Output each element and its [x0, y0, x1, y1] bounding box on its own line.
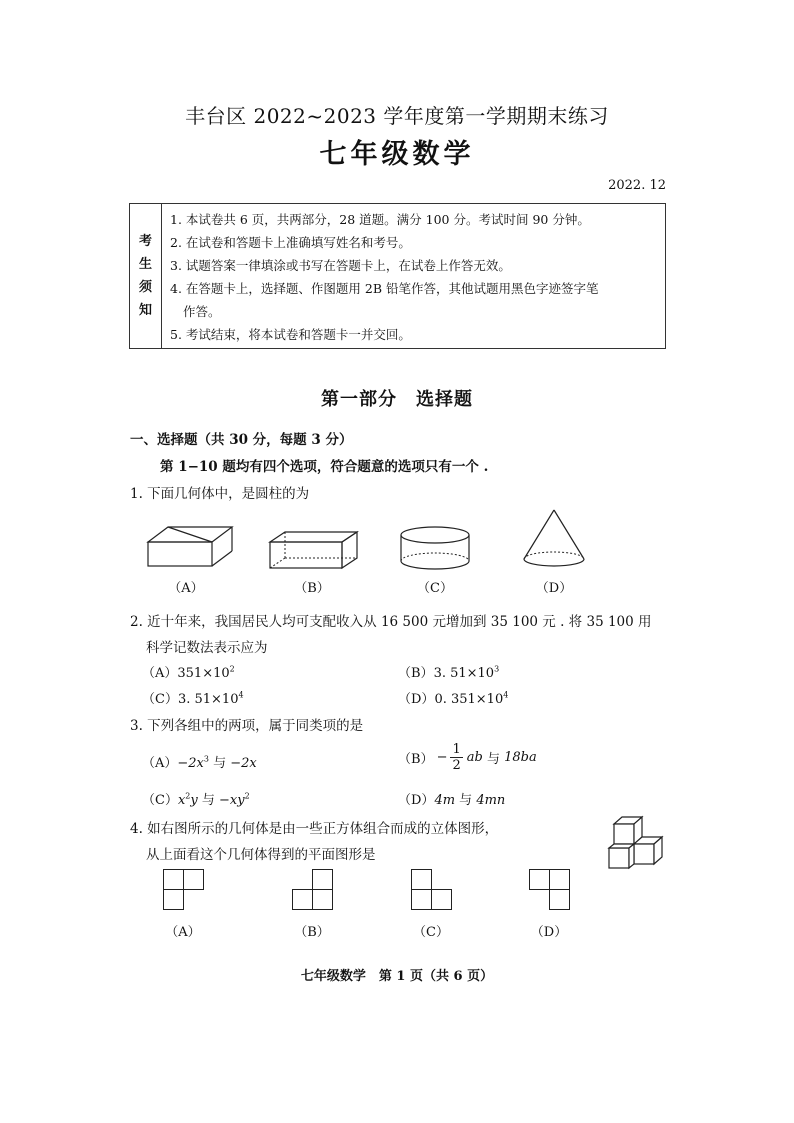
term: 4mn	[476, 793, 506, 808]
option-label: （B）	[398, 752, 434, 767]
exam-title: 丰台区 2022~2023 学年度第一学期期末练习	[185, 104, 609, 128]
fraction	[450, 742, 462, 773]
notice-side-char: 须	[138, 280, 152, 295]
q4-caption-d: （D）	[530, 925, 568, 940]
triangular-prism-figure	[140, 522, 240, 572]
notice-item: 作答。	[183, 304, 221, 319]
notice-side-char: 知	[138, 303, 152, 318]
notice-item: 4. 在答题卡上，选择题、作图题用 2B 铅笔作答，其他试题用黑色字迹签字笔	[170, 281, 599, 296]
term: y	[190, 793, 198, 808]
term-exponent: 2	[244, 791, 250, 801]
option-exponent: 4	[503, 690, 509, 700]
q1-caption-d: （D）	[535, 581, 573, 596]
negative-sign: −	[436, 750, 448, 765]
q1-caption-a: （A）	[168, 581, 204, 596]
option-base: 0. 351×10	[434, 692, 504, 707]
q4-caption-c: （C）	[413, 925, 449, 940]
term: ab	[466, 750, 483, 765]
term: −xy	[219, 793, 245, 808]
term: x	[177, 793, 186, 808]
exam-notice-box	[129, 203, 666, 349]
q4-caption-b: （B）	[294, 925, 330, 940]
option-label: （C）	[142, 793, 178, 808]
conjunction: 与	[208, 756, 231, 771]
q2-option-b	[398, 662, 499, 681]
q2-option-c	[142, 688, 244, 707]
q3-option-b	[398, 742, 537, 773]
subject-title: 七年级数学	[319, 139, 475, 170]
notice-item: 5. 考试结束，将本试卷和答题卡一并交回。	[170, 327, 411, 342]
q1-caption-c: （C）	[417, 581, 453, 596]
section-note: 第 1−10 题均有四个选项，符合题意的选项只有一个 .	[160, 459, 489, 475]
option-label: （A）	[142, 666, 178, 681]
term: −2x	[177, 756, 204, 771]
option-label: （D）	[398, 692, 435, 707]
q2-stem-line1: 2. 近十年来，我国居民人均可支配收入从 16 500 元增加到 35 100 元 . 将 35 100 用	[130, 614, 652, 630]
notice-side-char: 生	[138, 257, 152, 272]
option-base: 3. 51×10	[433, 666, 495, 681]
cone-figure	[520, 507, 588, 573]
term-exponent: 2	[185, 791, 191, 801]
option-label: （A）	[142, 756, 178, 771]
q4-figure-b	[292, 869, 336, 913]
q3-option-c	[142, 789, 250, 808]
section-heading: 一、选择题（共 30 分，每题 3 分）	[130, 432, 353, 448]
term-exponent: 3	[203, 754, 209, 764]
q4-stem-line2: 从上面看这个几何体得到的平面图形是	[146, 847, 376, 863]
option-label: （C）	[142, 692, 178, 707]
conjunction: 与	[455, 793, 477, 808]
option-exponent: 4	[238, 690, 244, 700]
q4-figure-a	[163, 869, 207, 913]
notice-item: 2. 在试卷和答题卡上准确填写姓名和考号。	[170, 235, 411, 250]
q1-caption-b: （B）	[294, 581, 330, 596]
cube-solid-figure	[604, 814, 670, 876]
q4-stem-line1: 4. 如右图所示的几何体是由一些正方体组合而成的立体图形，	[130, 821, 499, 837]
option-exponent: 3	[494, 664, 500, 674]
cylinder-figure	[398, 524, 472, 574]
q4-figure-d	[529, 869, 573, 913]
notice-side-label	[130, 204, 162, 348]
fraction-numerator: 1	[452, 742, 461, 757]
term: −2x	[230, 756, 257, 771]
q4-figure-c	[411, 869, 455, 913]
page-footer: 七年级数学 第 1 页（共 6 页）	[300, 969, 494, 984]
fraction-denominator: 2	[452, 758, 461, 773]
q2-stem-line2: 科学记数法表示应为	[146, 640, 268, 656]
q4-caption-a: （A）	[165, 925, 201, 940]
option-base: 351×10	[177, 666, 230, 681]
exam-date: 2022. 12	[608, 178, 666, 193]
notice-item: 3. 试题答案一律填涂或书写在答题卡上，在试卷上作答无效。	[170, 258, 511, 273]
option-base: 3. 51×10	[177, 692, 239, 707]
conjunction: 与	[197, 793, 220, 808]
q2-option-d	[398, 688, 508, 707]
q3-option-d	[398, 789, 505, 808]
notice-item: 1. 本试卷共 6 页，共两部分，28 道题。满分 100 分。考试时间 90 分钟。	[170, 212, 590, 227]
part-title: 第一部分 选择题	[321, 389, 473, 410]
option-exponent: 2	[229, 664, 235, 674]
notice-side-char: 考	[138, 234, 152, 249]
q3-stem: 3. 下列各组中的两项，属于同类项的是	[130, 718, 364, 734]
option-label: （D）	[398, 793, 435, 808]
option-label: （B）	[398, 666, 434, 681]
term: 18ba	[504, 750, 537, 765]
q2-option-a	[142, 662, 235, 681]
rectangular-prism-figure	[262, 530, 362, 572]
term: 4m	[434, 793, 456, 808]
conjunction: 与	[482, 752, 505, 767]
notice-items	[170, 208, 659, 346]
q1-stem: 1. 下面几何体中，是圆柱的为	[130, 486, 310, 502]
q3-option-a	[142, 752, 257, 771]
